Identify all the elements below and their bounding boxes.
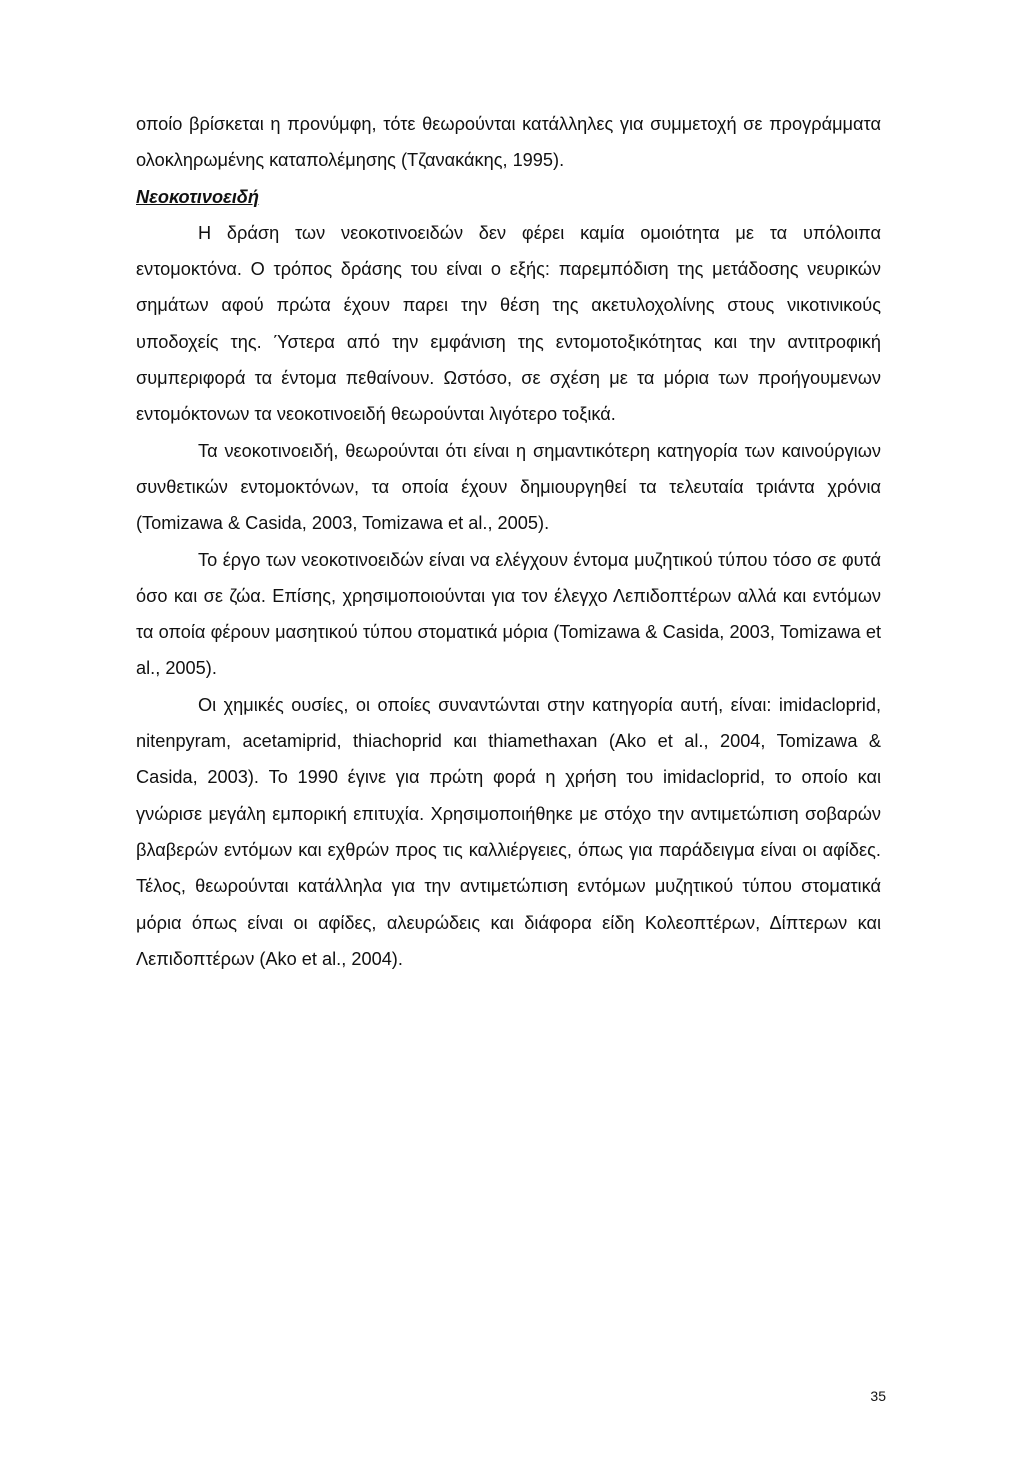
intro-paragraph: οποίο βρίσκεται η προνύμφη, τότε θεωρούνται κατάλληλες για συμμετοχή σε προγράμματα ολοκληρωμένης καταπολέμησης (Τζανακάκης, 1995). xyxy=(136,114,881,171)
paragraph-importance: Τα νεοκοτινοειδή, θεωρούνται ότι είναι η σημαντικότερη κατηγορία των καινούργιων συνθετικών εντομοκτόνων, τα οποία έχουν δημιουργηθεί τα τελευταία τριάντα χρόνια (Tomizawa & Casida, 2003, Tomizawa et al., 2005). xyxy=(136,440,881,534)
paragraph-substances: Οι χημικές ουσίες, οι οποίες συναντώνται στην κατηγορία αυτή, είναι: imidacloprid, nitenpyram, acetamiprid, thiachoprid και thiamethaxan (Ako et al., 2004, Tomizawa & Casida, 2003). Το 1990 έγινε για πρώτη φορά η χρήση του imidacloprid, το οποίο και γνώρισε μεγάλη εμπορική επιτυχία. Χρησιμοποιήθηκε με στόχο την αντιμετώπιση σοβαρών βλαβερών εντόμων και εχθρών προς τις καλλιέργειες, όπως για παράδειγμα είναι οι αφίδες. Τέλος, θεωρούνται κατάλληλα για την αντιμετώπιση εντόμων μυζητικού τύπου στοματικά μόρια όπως είναι οι αφίδες, αλευρώδεις και διάφορα είδη Κολεοπτέρων, Δίπτερων και Λεπιδοπτέρων (Ako et al., 2004). xyxy=(136,694,881,969)
document-body xyxy=(136,106,881,977)
page-number: 35 xyxy=(870,1388,886,1404)
section-heading: Νεοκοτινοειδή xyxy=(136,186,260,207)
paragraph-mode-of-action: Η δράση των νεοκοτινοειδών δεν φέρει καμία ομοιότητα με τα υπόλοιπα εντομοκτόνα. Ο τρόπος δράσης του είναι ο εξής: παρεμπόδιση της μετάδοσης νευρικών σημάτων αφού πρώτα έχουν παρει την θέση της ακετυλοχολίνης στους νικοτινικούς υποδοχείς της. Ύστερα από την εμφάνιση της εντομοτοξικότητας και την αντιτροφική συμπεριφορά τα έντομα πεθαίνουν. Ωστόσο, σε σχέση με τα μόρια των προήγουμενων εντομόκτονων τα νεοκοτινοειδή θεωρούνται λιγότερο τοξικά. xyxy=(136,222,881,425)
paragraph-targets: Το έργο των νεοκοτινοειδών είναι να ελέγχουν έντομα μυζητικού τύπου τόσο σε φυτά όσο και σε ζώα. Επίσης, χρησιμοποιούνται για τον έλεγχο Λεπιδοπτέρων αλλά και εντόμων τα οποία φέρουν μασητικού τύπου στοματικά μόρια (Tomizawa & Casida, 2003, Tomizawa et al., 2005). xyxy=(136,549,881,679)
